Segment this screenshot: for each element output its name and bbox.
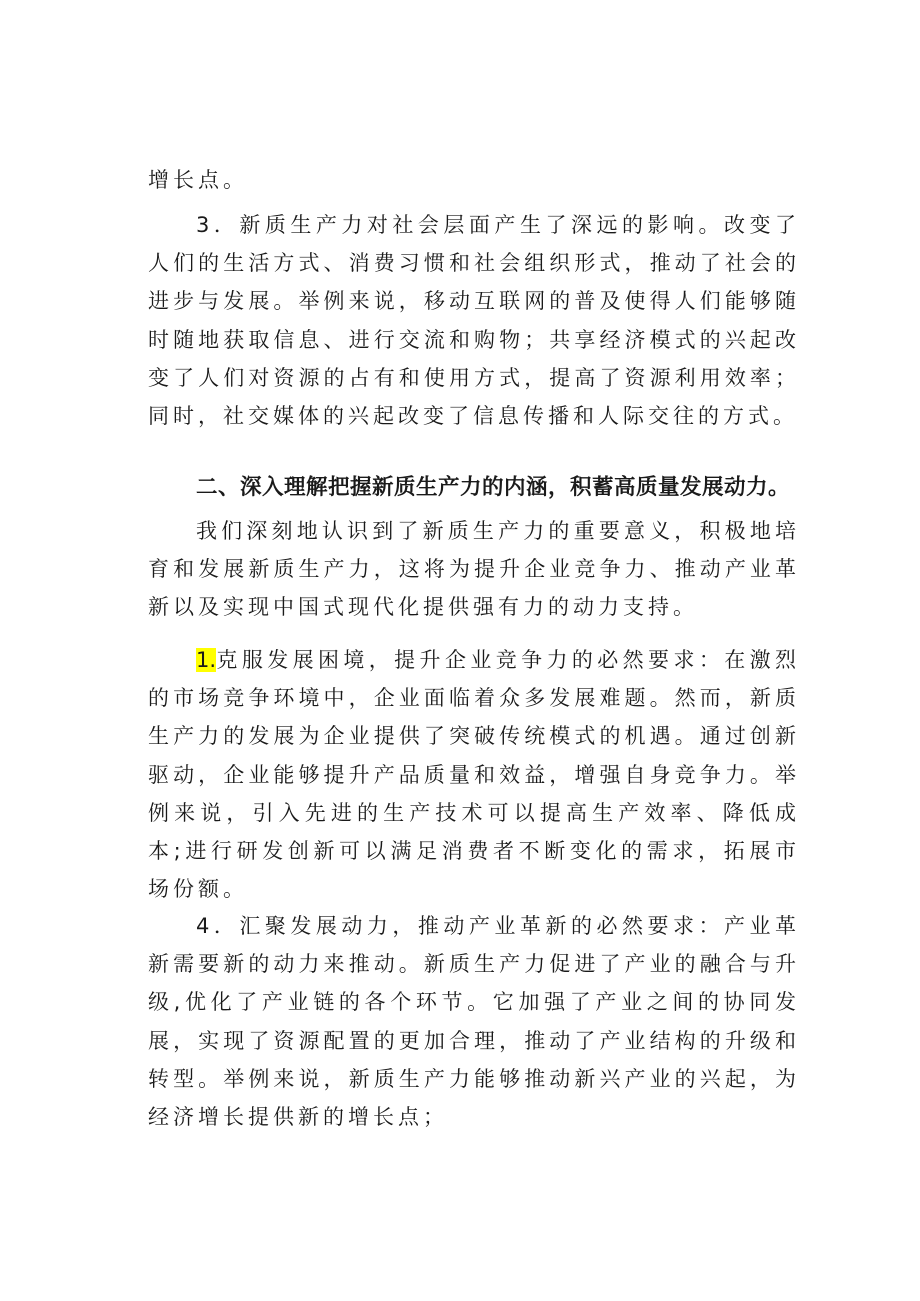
highlighted-number: 1.: [196, 648, 217, 672]
paragraph-3: 3．新质生产力对社会层面产生了深远的影响。改变了人们的生活方式、消费习惯和社会组织形式，推动了社会的进步与发展。举例来说，移动互联网的普及使得人们能够随时随地获取信息、进行交流和购物；共享经济模式的兴起改变了人们对资源的占有和使用方式，提高了资源利用效率；同时，社交媒体的兴起改变了信息传播和人际交往的方式。: [148, 213, 800, 429]
paragraph-1: [148, 641, 800, 908]
section-heading: 二、深入理解把握新质生产力的内涵，积蓄高质量发展动力。: [196, 475, 791, 500]
paragraph-1-text: 克服发展困境，提升企业竞争力的必然要求：在激烈的市场竞争环境中，企业面临着众多发展难题。然而，新质生产力的发展为企业提供了突破传统模式的机遇。通过创新驱动，企业能够提升产品质量和效益，增强自身竞争力。举例来说，引入先进的生产技术可以提高生产效率、降低成本;进行研发创新可以满足消费者不断变化的需求，拓展市场份额。: [148, 648, 800, 902]
paragraph-intro: 我们深刻地认识到了新质生产力的重要意义，积极地培育和发展新质生产力，这将为提升企业竞争力、推动产业革新以及实现中国式现代化提供强有力的动力支持。: [148, 519, 800, 620]
paragraph-4: 4．汇聚发展动力，推动产业革新的必然要求：产业革新需要新的动力来推动。新质生产力促进了产业的融合与升级,优化了产业链的各个环节。它加强了产业之间的协同发展，实现了资源配置的更加合理，推动了产业结构的升级和转型。举例来说，新质生产力能够推动新兴产业的兴起，为经济增长提供新的增长点；: [148, 914, 800, 1130]
paragraph-continuation: 增长点。: [148, 168, 248, 192]
